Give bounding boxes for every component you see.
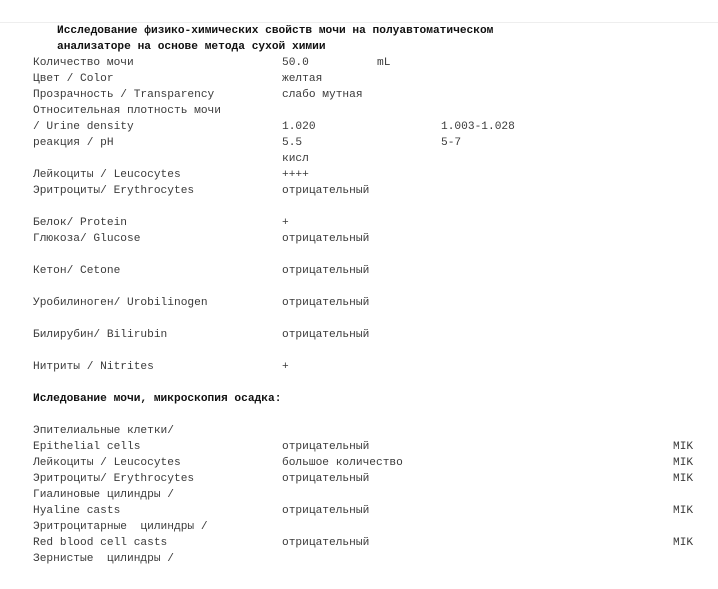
density-value: 1.020: [282, 121, 316, 133]
color-label: Цвет / Color: [33, 73, 114, 85]
ph-label: реакция / pH: [33, 137, 114, 149]
protein-value: +: [282, 217, 289, 229]
top-divider: [0, 22, 718, 23]
granular-casts-label: Зернистые цилиндры /: [33, 553, 174, 565]
urobilinogen-value: отрицательный: [282, 297, 370, 309]
rbc-casts-value: отрицательный: [282, 537, 370, 549]
color-value: желтая: [282, 73, 323, 85]
ketone-value: отрицательный: [282, 265, 370, 277]
quantity-label: Количество мочи: [33, 57, 134, 69]
epithelial-value: отрицательный: [282, 441, 370, 453]
epithelial-label-line2: Epithelial cells: [33, 441, 141, 453]
ketone-label: Кетон/ Cetone: [33, 265, 121, 277]
rbc-casts-label-line2: Red blood cell casts: [33, 537, 168, 549]
hyaline-value: отрицательный: [282, 505, 370, 517]
transparency-label: Прозрачность / Transparency: [33, 89, 215, 101]
density-reference: 1.003-1.028: [441, 121, 515, 133]
glucose-label: Глюкоза/ Glucose: [33, 233, 141, 245]
leucocytes-value: ++++: [282, 169, 309, 181]
ph-value: 5.5: [282, 137, 303, 149]
epithelial-label-line1: Эпителиальные клетки/: [33, 425, 174, 437]
density-label-line1: Относительная плотность мочи: [33, 105, 221, 117]
micro-erythrocytes-unit: MIK: [673, 473, 694, 485]
hyaline-label-line1: Гиалиновые цилиндры /: [33, 489, 174, 501]
micro-leucocytes-unit: MIK: [673, 457, 694, 469]
bilirubin-label: Билирубин/ Bilirubin: [33, 329, 168, 341]
report-title-line2: анализаторе на основе метода сухой химии: [57, 41, 326, 53]
micro-erythrocytes-label: Эритроциты/ Erythrocytes: [33, 473, 195, 485]
glucose-value: отрицательный: [282, 233, 370, 245]
micro-leucocytes-label: Лейкоциты / Leucocytes: [33, 457, 181, 469]
bilirubin-value: отрицательный: [282, 329, 370, 341]
ph-reference: 5-7: [441, 137, 462, 149]
nitrites-label: Нитриты / Nitrites: [33, 361, 154, 373]
quantity-value: 50.0: [282, 57, 309, 69]
report-title-line1: Исследование физико-химических свойств мочи на полуавтоматическом: [57, 25, 494, 37]
erythrocytes-value: отрицательный: [282, 185, 370, 197]
ph-value-note: кисл: [282, 153, 309, 165]
micro-erythrocytes-value: отрицательный: [282, 473, 370, 485]
quantity-unit: mL: [377, 57, 391, 69]
nitrites-value: +: [282, 361, 289, 373]
erythrocytes-label: Эритроциты/ Erythrocytes: [33, 185, 195, 197]
micro-leucocytes-value: большое количество: [282, 457, 403, 469]
hyaline-label-line2: Hyaline casts: [33, 505, 121, 517]
rbc-casts-label-line1: Эритроцитарные цилиндры /: [33, 521, 208, 533]
rbc-casts-unit: MIK: [673, 537, 694, 549]
density-label-line2: / Urine density: [33, 121, 134, 133]
protein-label: Белок/ Protein: [33, 217, 127, 229]
urobilinogen-label: Уробилиноген/ Urobilinogen: [33, 297, 208, 309]
transparency-value: слабо мутная: [282, 89, 363, 101]
leucocytes-label: Лейкоциты / Leucocytes: [33, 169, 181, 181]
epithelial-unit: MIK: [673, 441, 694, 453]
microscopy-heading: Иследование мочи, микроскопия осадка:: [33, 393, 282, 405]
hyaline-unit: MIK: [673, 505, 694, 517]
